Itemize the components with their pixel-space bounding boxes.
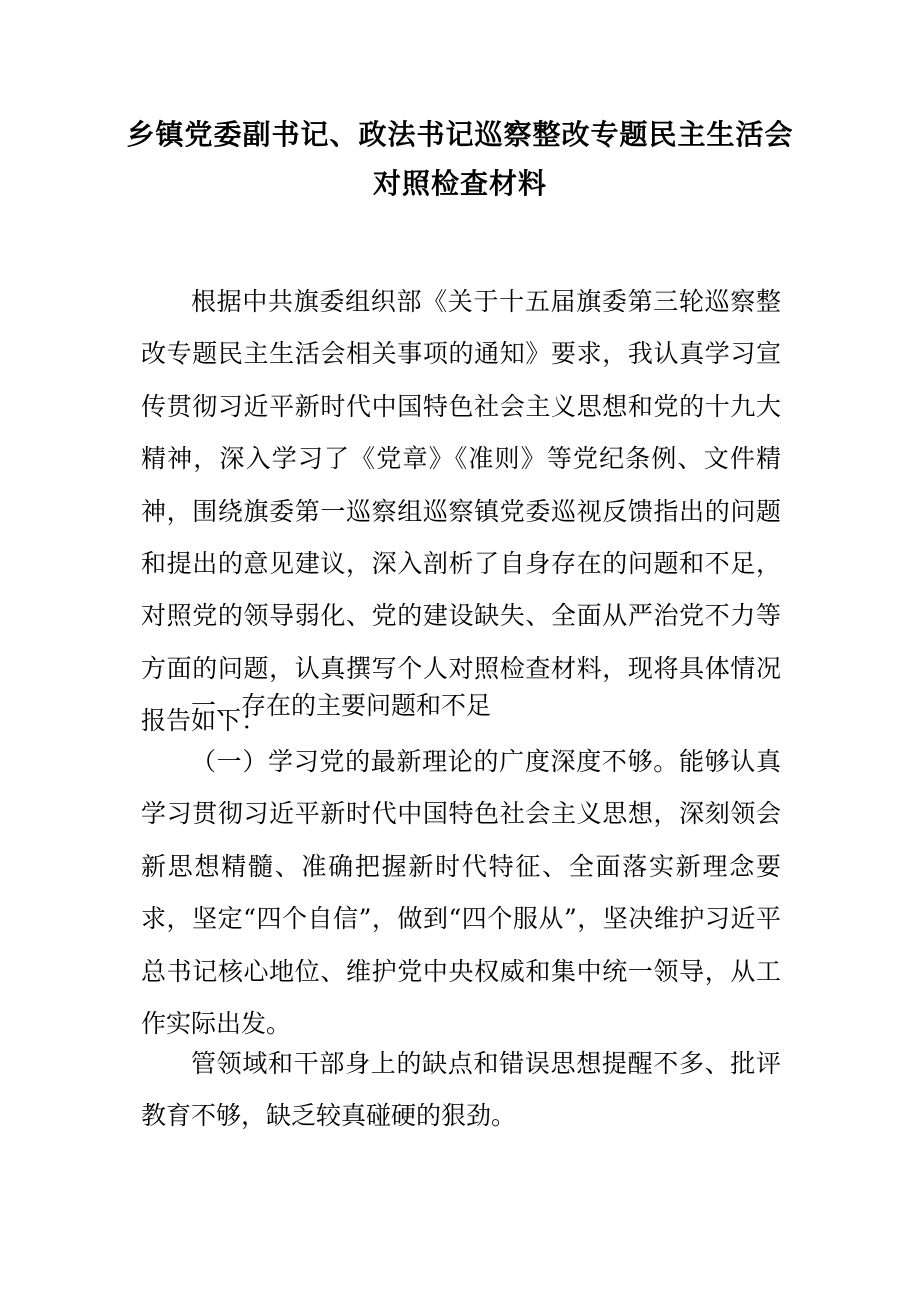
section-heading-1: 一、存在的主要问题和不足 bbox=[191, 691, 492, 720]
intro-paragraph: 根据中共旗委组织部《关于十五届旗委第三轮巡察整改专题民主生活会相关事项的通知》要求，我认真学习宣传贯彻习近平新时代中国特色社会主义思想和党的十九大精神，深入学习了《党章》《准则》等党纪条例、文件精神，围绕旗委第一巡察组巡察镇党委巡视反馈指出的问题和提出的意见建议，深入剖析了自身存在的问题和不足，对照党的领导弱化、党的建设缺失、全面从严治党不力等方面的问题，认真撰写个人对照检查材料，现将具体情况报告如下： bbox=[141, 287, 781, 736]
issue-paragraph-1: （一）学习党的最新理论的广度深度不够。能够认真学习贯彻习近平新时代中国特色社会主义思想，深刻领会新思想精髓、准确把握新时代特征、全面落实新理念要求，坚定“四个自信”，做到“四个服从”，坚决维护习近平总书记核心地位、维护党中央权威和集中统一领导，从工作实际出发。 bbox=[141, 747, 781, 1039]
document-title-line-2: 对照检查材料 bbox=[372, 167, 547, 200]
issue-paragraph-2: 管领域和干部身上的缺点和错误思想提醒不多、批评教育不够，缺乏较真碰硬的狠劲。 bbox=[141, 1049, 781, 1131]
document-title-line-1: 乡镇党委副书记、政法书记巡察整改专题民主生活会 bbox=[126, 118, 794, 151]
